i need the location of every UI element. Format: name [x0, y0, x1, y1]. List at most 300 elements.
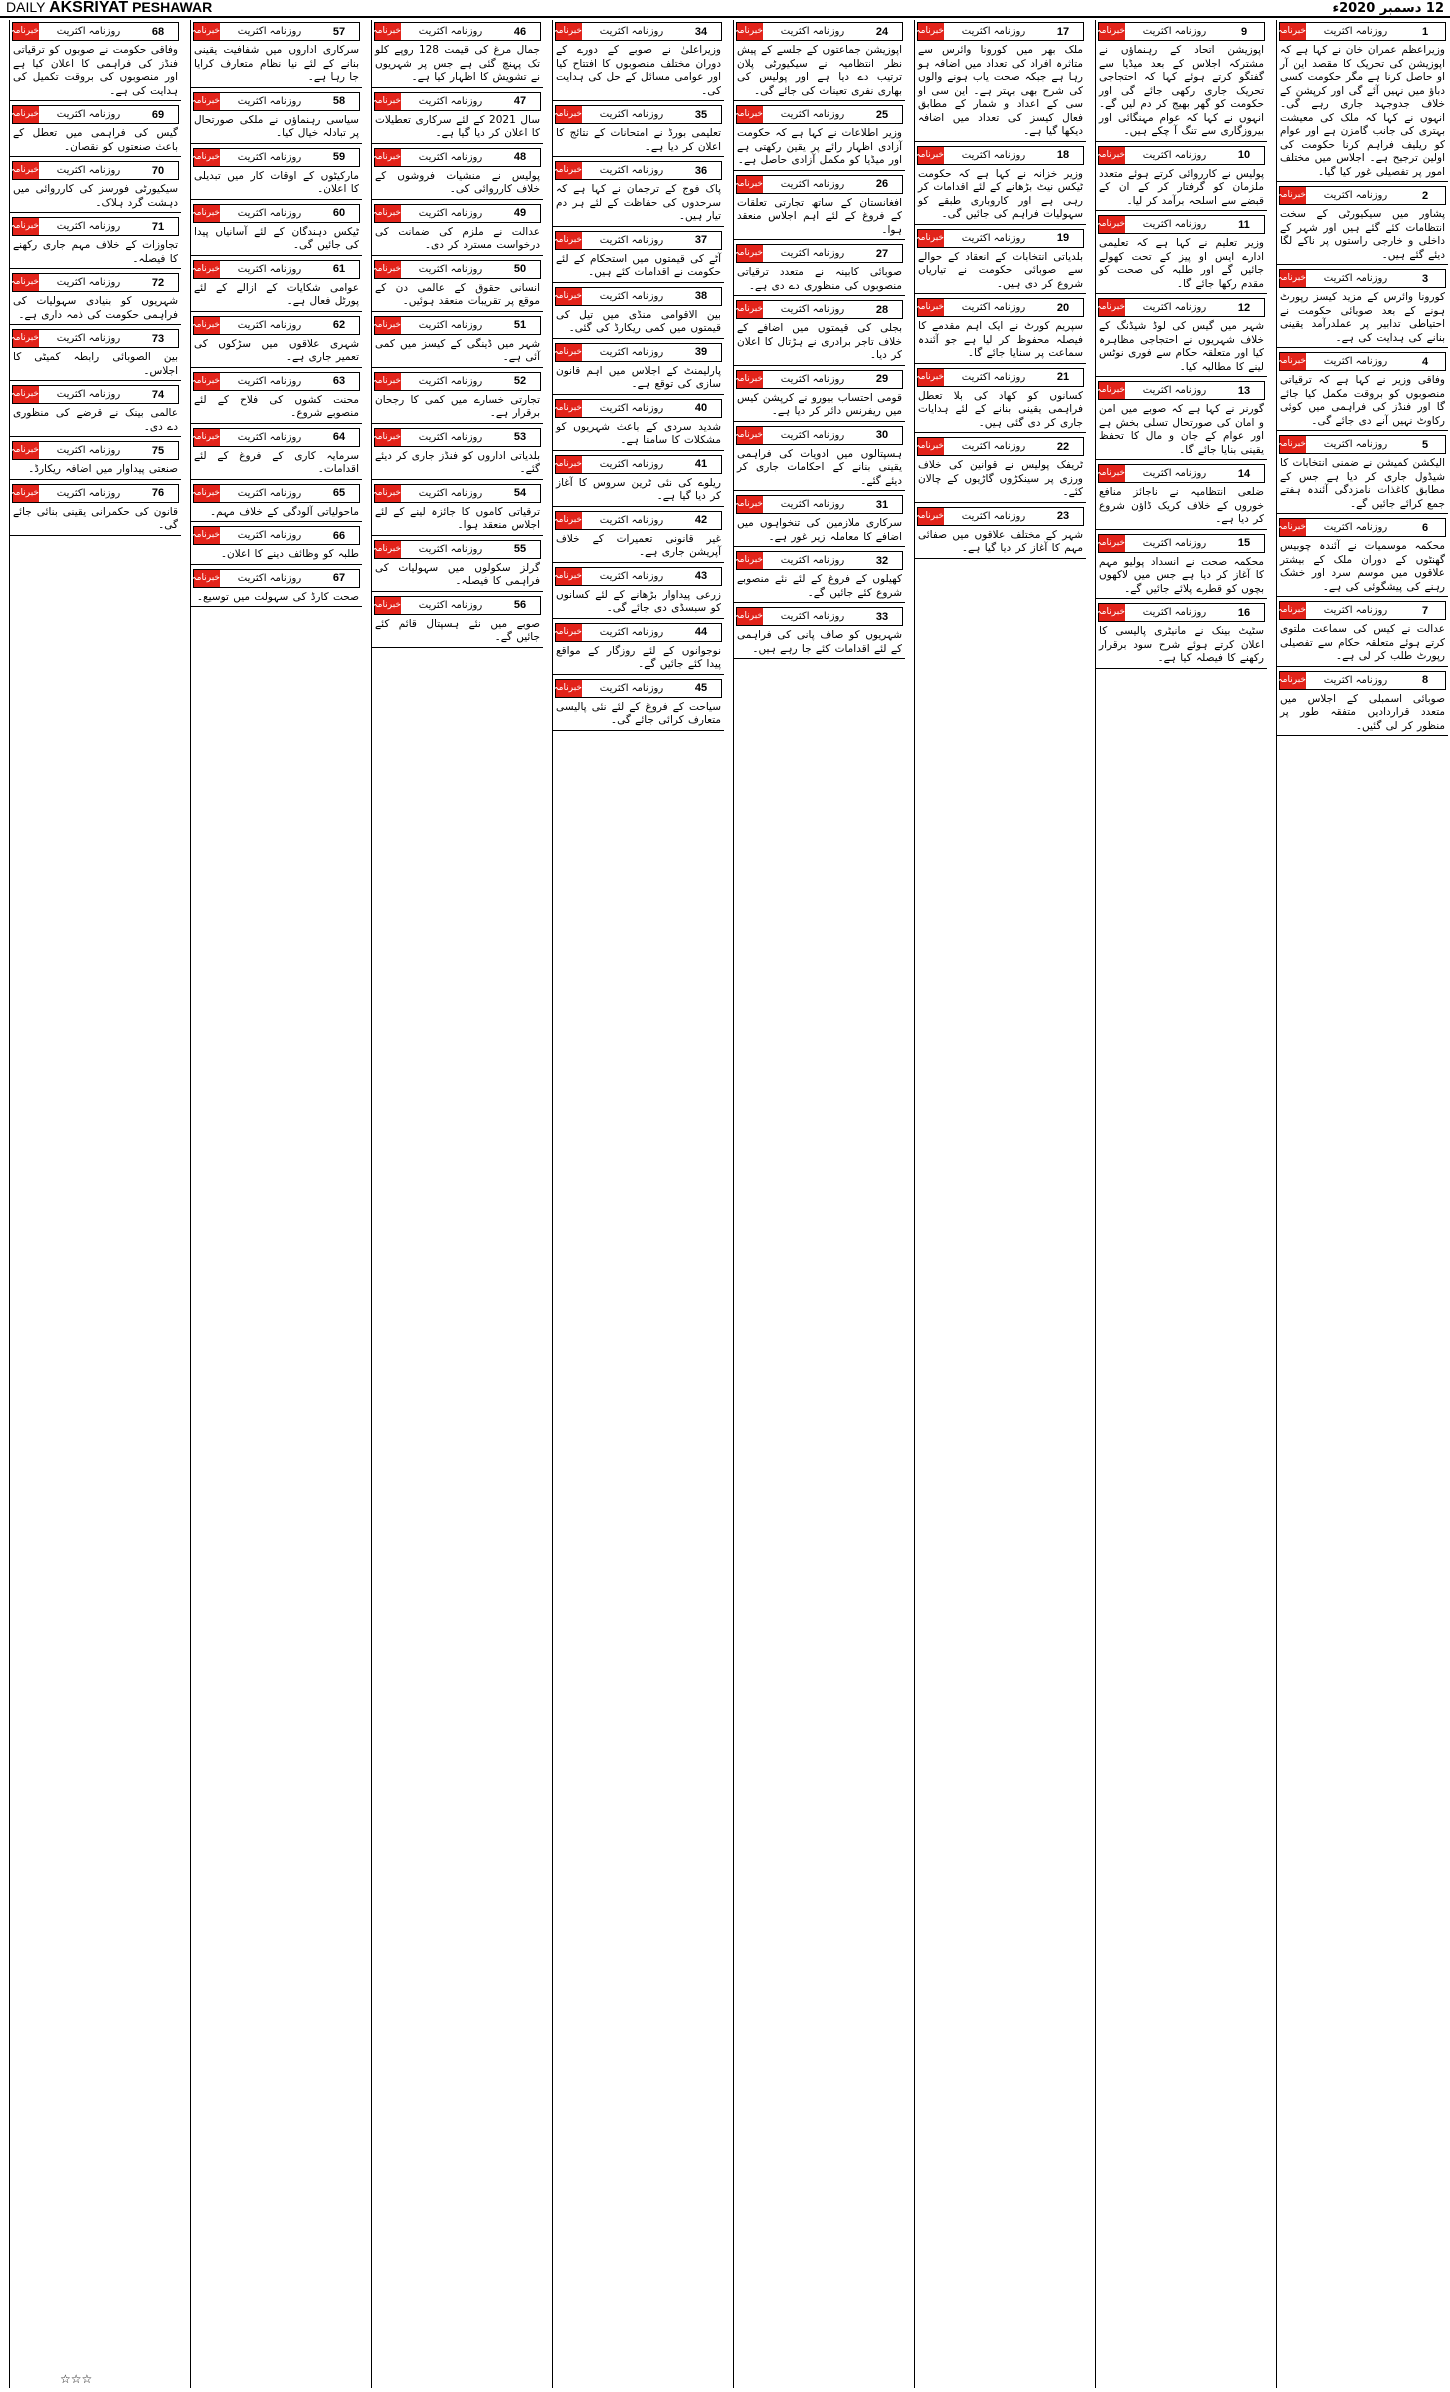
- news-tag: خبرنامہ: [556, 288, 582, 305]
- news-item: [734, 424, 905, 492]
- news-item: [1277, 599, 1448, 667]
- news-item-number: 48: [513, 151, 527, 163]
- news-item-text: انسانی حقوق کے عالمی دن کے موقع پر تقریبات منعقد ہوئیں۔: [375, 281, 540, 307]
- news-tag: خبرنامہ: [556, 456, 582, 473]
- news-column: [1095, 20, 1267, 2388]
- news-tag: خبرنامہ: [556, 568, 582, 585]
- news-column: [914, 20, 1086, 2388]
- news-item-number: 8: [1421, 674, 1429, 686]
- news-item-header: [555, 567, 722, 586]
- news-column: [9, 20, 181, 2388]
- news-tag: خبرنامہ: [737, 552, 763, 569]
- news-item-text: پشاور میں سیکیورٹی کے سخت انتظامات کئے گئے ہیں اور شہر کے داخلی و خارجی راستوں پر ناکے لگا دیئے گئے ہیں۔: [1280, 208, 1445, 261]
- news-tag: خبرنامہ: [918, 508, 944, 525]
- news-item: [553, 20, 724, 101]
- news-source-label: روزنامہ اکثریت: [599, 458, 664, 470]
- news-item-number: 54: [513, 487, 527, 499]
- news-item-header: [193, 316, 360, 335]
- news-tag: خبرنامہ: [194, 527, 220, 544]
- brand-prefix: DAILY: [6, 0, 46, 15]
- news-item-text: صوبائی اسمبلی کے اجلاس میں متعدد قراردادیں متفقہ طور پر منظور کر لی گئیں۔: [1280, 692, 1445, 732]
- news-item-number: 70: [151, 164, 165, 177]
- news-item-text: سرمایہ کاری کے فروغ کے لئے اقدامات۔: [194, 449, 359, 475]
- news-item-header: [917, 22, 1084, 41]
- news-item-text: تجارتی خسارے میں کمی کا رجحان برقرار ہے۔: [375, 393, 540, 419]
- news-item: [553, 341, 724, 395]
- issue-date: 12 دسمبر 2020ء: [1332, 0, 1444, 16]
- news-source-label: روزنامہ اکثریت: [780, 304, 845, 315]
- news-item-header: [1098, 22, 1265, 41]
- news-item-header: [555, 287, 722, 306]
- news-item: [1096, 144, 1267, 212]
- news-item-header: [193, 148, 360, 167]
- news-column: [371, 20, 543, 2388]
- news-item: [372, 482, 543, 536]
- news-source-label: روزنامہ اکثریت: [237, 375, 302, 387]
- news-item-number: 6: [1421, 521, 1429, 534]
- news-tag: خبرنامہ: [737, 301, 763, 318]
- news-item-text: مارکیٹوں کے اوقات کار میں تبدیلی کا اعلان۔: [194, 169, 359, 195]
- news-source-label: روزنامہ اکثریت: [780, 555, 845, 566]
- news-tag: خبرنامہ: [1099, 465, 1125, 482]
- news-tag: خبرنامہ: [556, 106, 582, 123]
- news-item-header: [1279, 352, 1446, 371]
- news-item-header: [555, 161, 722, 180]
- news-item: [10, 103, 181, 157]
- news-source-label: روزنامہ اکثریت: [780, 248, 845, 259]
- news-item-header: [736, 426, 903, 445]
- news-item: [372, 314, 543, 368]
- news-tag: خبرنامہ: [13, 23, 39, 40]
- news-source-label: روزنامہ اکثریت: [418, 431, 483, 443]
- news-item-number: 11: [1238, 218, 1250, 231]
- news-source-label: روزنامہ اکثریت: [961, 149, 1026, 161]
- news-source-label: روزنامہ اکثریت: [599, 290, 664, 302]
- news-tag: خبرنامہ: [375, 485, 401, 502]
- news-item-text: گورنر نے کہا ہے کہ صوبے میں امن و امان کی صورتحال تسلی بخش ہے اور عوام کے جان و مال کا تحفظ یقینی بنایا جائے گا۔: [1099, 403, 1264, 456]
- news-item-header: [374, 148, 541, 167]
- news-item-header: [736, 607, 903, 626]
- news-item: [553, 453, 724, 507]
- news-item: [734, 20, 905, 101]
- news-item: [553, 509, 724, 563]
- news-item-text: زرعی پیداوار بڑھانے کے لئے کسانوں کو سبسڈی دی جائے گی۔: [556, 588, 721, 614]
- news-item-header: [555, 105, 722, 124]
- news-item-number: 26: [875, 178, 889, 190]
- news-item-header: [736, 175, 903, 194]
- news-item-number: 4: [1421, 355, 1429, 368]
- news-item-text: سپریم کورٹ نے ایک اہم مقدمے کا فیصلہ محفوظ کر لیا ہے جو آئندہ سماعت پر سنایا جائے گا۔: [918, 320, 1083, 359]
- news-item-number: 23: [1056, 510, 1070, 522]
- news-tag: خبرنامہ: [375, 93, 401, 110]
- news-item-text: ٹیکس دہندگان کے لئے آسانیاں پیدا کی جائیں گی۔: [194, 225, 359, 251]
- news-item: [191, 202, 362, 256]
- news-item-text: قانون کی حکمرانی یقینی بنائی جائے گی۔: [13, 505, 178, 531]
- news-item: [191, 524, 362, 565]
- news-item-header: [374, 92, 541, 111]
- news-item-header: [374, 204, 541, 223]
- news-tag: خبرنامہ: [1099, 299, 1125, 316]
- news-item-number: 22: [1056, 440, 1070, 453]
- news-tag: خبرنامہ: [737, 496, 763, 513]
- news-item-text: شہریوں کو صاف پانی کی فراہمی کے لئے اقدامات کئے جا رہے ہیں۔: [737, 629, 902, 655]
- news-item-number: 75: [151, 444, 165, 457]
- news-tag: خبرنامہ: [737, 427, 763, 444]
- news-tag: خبرنامہ: [556, 344, 582, 361]
- news-item-number: 29: [875, 373, 889, 385]
- news-item-number: 71: [151, 220, 165, 233]
- news-source-label: روزنامہ اکثریت: [780, 429, 845, 441]
- news-source-label: روزنامہ اکثریت: [599, 682, 664, 694]
- news-item-text: عالمی بینک نے قرضے کی منظوری دے دی۔: [13, 407, 178, 433]
- news-item-text: صوبے میں نئے ہسپتال قائم کئے جائیں گے۔: [375, 617, 540, 643]
- news-tag: خبرنامہ: [556, 232, 582, 249]
- news-item: [191, 426, 362, 480]
- news-item: [372, 202, 543, 256]
- news-item-header: [193, 569, 360, 588]
- news-item: [372, 426, 543, 480]
- news-item: [10, 215, 181, 269]
- news-item-number: 3: [1421, 272, 1429, 285]
- news-item: [1277, 433, 1448, 514]
- news-tag: خبرنامہ: [375, 261, 401, 278]
- news-source-label: روزنامہ اکثریت: [961, 371, 1026, 383]
- news-item-header: [555, 22, 722, 41]
- news-column: [1276, 20, 1448, 2388]
- news-item-header: [1098, 464, 1265, 483]
- news-tag: خبرنامہ: [13, 106, 39, 123]
- news-item-text: الیکشن کمیشن نے ضمنی انتخابات کا شیڈول جاری کر دیا ہے جس کے مطابق کاغذات نامزدگی آئندہ ہفتے جمع کرائے جائیں گے۔: [1280, 457, 1445, 510]
- news-item-header: [193, 204, 360, 223]
- news-source-label: روزنامہ اکثریت: [418, 375, 483, 387]
- news-item: [191, 482, 362, 523]
- news-item-text: پارلیمنٹ کے اجلاس میں اہم قانون سازی کی توقع ہے۔: [556, 364, 721, 390]
- footer-marks: ☆☆☆: [60, 2372, 93, 2386]
- news-item: [553, 397, 724, 451]
- news-item-text: ماحولیاتی آلودگی کے خلاف مہم۔: [209, 505, 359, 518]
- news-tag: خبرنامہ: [1280, 672, 1306, 689]
- news-item: [734, 103, 905, 171]
- news-item-number: 44: [694, 626, 708, 638]
- news-tag: خبرنامہ: [1099, 535, 1125, 552]
- news-tag: خبرنامہ: [375, 205, 401, 222]
- news-item: [1096, 532, 1267, 600]
- news-tag: خبرنامہ: [194, 23, 220, 40]
- news-item-number: 50: [513, 263, 527, 275]
- news-item-number: 72: [151, 276, 165, 289]
- news-item-text: کسانوں کو کھاد کی بلا تعطل فراہمی یقینی بنانے کے لئے ہدایات جاری کر دی گئی ہیں۔: [918, 389, 1083, 429]
- news-item-header: [193, 484, 360, 503]
- news-source-label: روزنامہ اکثریت: [237, 487, 302, 499]
- news-tag: خبرنامہ: [918, 230, 944, 247]
- news-item-text: وفاقی حکومت نے صوبوں کو ترقیاتی فنڈز کی فراہمی کا اعلان کیا ہے اور منصوبوں کی بروقت تکمیل کی ہدایت کی ہے۔: [13, 44, 178, 97]
- news-item-text: تجاوزات کے خلاف مہم جاری رکھنے کا فیصلہ۔: [13, 239, 178, 265]
- news-item: [1277, 350, 1448, 431]
- news-item-number: 56: [513, 599, 527, 611]
- news-tag: خبرنامہ: [556, 23, 582, 40]
- news-tag: خبرنامہ: [1280, 23, 1306, 40]
- news-item-number: 27: [875, 247, 889, 260]
- news-item-text: قومی احتساب بیورو نے کرپشن کیس میں ریفرنس دائر کر دیا ہے۔: [737, 391, 902, 417]
- news-tag: خبرنامہ: [1099, 216, 1125, 233]
- news-item: [191, 20, 362, 88]
- news-item-text: شہری علاقوں میں سڑکوں کی تعمیر جاری ہے۔: [194, 337, 359, 363]
- news-item: [191, 370, 362, 424]
- news-item: [553, 285, 724, 339]
- news-item-number: 59: [332, 151, 346, 163]
- news-item-number: 49: [513, 207, 527, 219]
- news-item-header: [555, 455, 722, 474]
- news-source-label: روزنامہ اکثریت: [418, 151, 483, 163]
- news-source-label: روزنامہ اکثریت: [237, 319, 302, 331]
- news-item-number: 62: [332, 319, 346, 331]
- news-item-text: وزیر تعلیم نے کہا ہے کہ تعلیمی ادارے ایس او پیز کے تحت کھولے جائیں گے اور طلبہ کی صحت کو مقدم رکھا جائے گا۔: [1099, 237, 1264, 290]
- news-source-label: روزنامہ اکثریت: [237, 263, 302, 275]
- news-source-label: روزنامہ اکثریت: [56, 487, 121, 499]
- news-tag: خبرنامہ: [737, 371, 763, 388]
- news-item: [553, 565, 724, 619]
- news-item-header: [374, 372, 541, 391]
- news-item-header: [917, 507, 1084, 526]
- news-tag: خبرنامہ: [556, 400, 582, 417]
- news-item: [10, 20, 181, 101]
- news-item-header: [374, 540, 541, 559]
- news-source-label: روزنامہ اکثریت: [599, 26, 664, 37]
- news-source-label: روزنامہ اکثریت: [1142, 385, 1207, 396]
- news-item-number: 5: [1421, 438, 1429, 451]
- news-item-header: [1098, 146, 1265, 165]
- news-item-number: 68: [151, 25, 165, 38]
- news-item-header: [917, 229, 1084, 248]
- news-item-number: 69: [151, 108, 165, 121]
- news-item-text: سرکاری ملازمین کی تنخواہوں میں اضافے کا معاملہ زیر غور ہے۔: [737, 517, 902, 543]
- news-item-text: بجلی کی قیمتوں میں اضافے کے خلاف تاجر برادری نے ہڑتال کا اعلان کر دیا۔: [737, 322, 902, 361]
- news-item-text: صنعتی پیداوار میں اضافہ ریکارڈ۔: [28, 463, 178, 475]
- news-item: [1096, 296, 1267, 377]
- news-item-header: [1279, 269, 1446, 288]
- news-item-text: سیاحت کے فروغ کے لئے نئی پالیسی متعارف کرائی جائے گی۔: [556, 700, 721, 726]
- news-item-header: [12, 385, 179, 404]
- news-tag: خبرنامہ: [194, 317, 220, 334]
- news-item-number: 21: [1056, 371, 1070, 383]
- news-tag: خبرنامہ: [194, 570, 220, 587]
- news-item-text: گیس کی فراہمی میں تعطل کے باعث صنعتوں کو نقصان۔: [13, 127, 178, 153]
- news-item-text: ملک بھر میں کورونا وائرس سے متاثرہ افراد کی تعداد میں اضافہ ہو رہا ہے جبکہ صحت یاب ہونے والوں کی شرح بھی بہتر ہے۔ این سی او سی کے اعداد و شمار کے مطابق فعال کیسز کی تعداد میں اضافہ دیکھا گیا ہے۔: [918, 44, 1083, 137]
- news-item-number: 10: [1237, 149, 1251, 161]
- news-item-text: شہر میں ڈینگی کے کیسز میں کمی آئی ہے۔: [375, 337, 540, 363]
- news-source-label: روزنامہ اکثریت: [1142, 468, 1207, 479]
- news-source-label: روزنامہ اکثریت: [56, 165, 121, 176]
- news-source-label: روزنامہ اکثریت: [599, 514, 664, 526]
- news-item-number: 46: [513, 25, 527, 38]
- news-tag: خبرنامہ: [737, 176, 763, 193]
- news-tag: خبرنامہ: [556, 680, 582, 697]
- news-item-number: 1: [1421, 25, 1429, 38]
- news-item-text: شدید سردی کے باعث شہریوں کو مشکلات کا سامنا ہے۔: [556, 420, 721, 446]
- news-tag: خبرنامہ: [556, 162, 582, 179]
- news-source-label: روزنامہ اکثریت: [418, 26, 483, 37]
- news-tag: خبرنامہ: [1099, 604, 1125, 621]
- news-item-text: شہریوں کو بنیادی سہولیات کی فراہمی حکومت کی ذمہ داری ہے۔: [13, 295, 178, 321]
- news-item-text: صوبائی کابینہ نے متعدد ترقیاتی منصوبوں کی منظوری دے دی ہے۔: [737, 266, 902, 292]
- news-item: [10, 271, 181, 325]
- news-item-text: محکمہ صحت نے انسداد پولیو مہم کا آغاز کر دیا ہے جس میں لاکھوں بچوں کو قطرے پلائے جائیں گے۔: [1099, 555, 1264, 595]
- news-item: [191, 314, 362, 368]
- news-item-number: 13: [1237, 384, 1251, 397]
- news-source-label: روزنامہ اکثریت: [780, 26, 845, 37]
- news-item-header: [1098, 534, 1265, 553]
- news-item-number: 19: [1056, 232, 1070, 244]
- news-item-number: 18: [1056, 149, 1070, 161]
- news-item-header: [1279, 601, 1446, 620]
- news-item-text: نوجوانوں کے لئے روزگار کے مواقع پیدا کئے جائیں گے۔: [556, 644, 721, 670]
- news-source-label: روزنامہ اکثریت: [599, 234, 664, 246]
- news-source-label: روزنامہ اکثریت: [599, 402, 664, 414]
- news-source-label: روزنامہ اکثریت: [418, 319, 483, 331]
- news-source-label: روزنامہ اکثریت: [56, 26, 121, 37]
- news-item: [372, 90, 543, 144]
- news-item: [1277, 669, 1448, 737]
- news-source-label: روزنامہ اکثریت: [418, 543, 483, 555]
- news-source-label: روزنامہ اکثریت: [599, 346, 664, 358]
- news-tag: خبرنامہ: [13, 274, 39, 291]
- news-source-label: روزنامہ اکثریت: [1142, 607, 1207, 618]
- news-item: [1096, 601, 1267, 669]
- news-item-header: [555, 511, 722, 530]
- news-source-label: روزنامہ اکثریت: [237, 26, 302, 37]
- news-item-header: [555, 231, 722, 250]
- news-item-number: 41: [694, 458, 708, 470]
- news-item-header: [736, 551, 903, 570]
- news-item-number: 12: [1237, 301, 1251, 314]
- news-item-text: ہسپتالوں میں ادویات کی فراہمی یقینی بنانے کے احکامات جاری کر دیئے گئے۔: [737, 447, 902, 487]
- news-item-header: [193, 372, 360, 391]
- news-item: [1277, 184, 1448, 265]
- news-item: [553, 229, 724, 283]
- news-item-header: [374, 596, 541, 615]
- news-item-header: [193, 526, 360, 545]
- news-item: [553, 159, 724, 227]
- news-item-text: سرکاری اداروں میں شفافیت یقینی بنانے کے لئے نیا نظام متعارف کرایا جا رہا ہے۔: [194, 44, 359, 83]
- news-source-label: روزنامہ اکثریت: [1142, 537, 1207, 549]
- news-item-number: 52: [513, 375, 527, 387]
- news-item-number: 76: [151, 487, 165, 499]
- news-item-text: اپوزیشن اتحاد کے رہنماؤں نے مشترکہ اجلاس کے بعد میڈیا سے گفتگو کرتے ہوئے کہا کہ احتجاجی تحریک جاری رکھی جائے گی اور حکومت کو گھر بھیج کر دم لیں گے۔ انہوں نے کہا کہ عوام مہنگائی اور بیروزگاری سے تنگ آ چکے ہیں۔: [1099, 44, 1264, 137]
- news-source-label: روزنامہ اکثریت: [56, 277, 121, 288]
- news-item-text: ٹریفک پولیس نے قوانین کی خلاف ورزی پر سینکڑوں گاڑیوں کے چالان کئے۔: [918, 459, 1083, 498]
- news-tag: خبرنامہ: [375, 541, 401, 558]
- news-tag: خبرنامہ: [556, 512, 582, 529]
- masthead: [0, 0, 1450, 18]
- news-item-text: غیر قانونی تعمیرات کے خلاف آپریشن جاری ہے۔: [556, 532, 721, 558]
- news-tag: خبرنامہ: [375, 597, 401, 614]
- news-item-number: 39: [694, 346, 708, 358]
- news-source-label: روزنامہ اکثریت: [56, 221, 121, 232]
- news-item: [553, 677, 724, 731]
- news-item-number: 37: [694, 234, 708, 246]
- news-item: [915, 505, 1086, 559]
- news-item-text: شہر میں گیس کی لوڈ شیڈنگ کے خلاف شہریوں نے احتجاجی مظاہرہ کیا اور متعلقہ حکام سے فوری نوٹس لینے کا مطالبہ کیا۔: [1099, 320, 1264, 373]
- news-tag: خبرنامہ: [1280, 353, 1306, 370]
- news-item-header: [917, 146, 1084, 165]
- news-item-header: [917, 368, 1084, 387]
- news-item: [1277, 20, 1448, 182]
- news-item-header: [12, 105, 179, 124]
- news-item-number: 28: [875, 303, 889, 316]
- news-item: [372, 258, 543, 312]
- news-item-header: [12, 273, 179, 292]
- news-item: [915, 20, 1086, 142]
- news-item-number: 43: [694, 570, 708, 582]
- news-source-label: روزنامہ اکثریت: [961, 26, 1026, 37]
- newspaper-brand: [6, 0, 212, 17]
- news-item-text: آٹے کی قیمتوں میں استحکام کے لئے حکومت نے اقدامات کئے ہیں۔: [556, 252, 721, 278]
- news-source-label: روزنامہ اکثریت: [1323, 356, 1388, 367]
- brand-name: AKSRIYAT: [49, 0, 129, 16]
- news-column: [733, 20, 905, 2388]
- news-item-header: [555, 399, 722, 418]
- news-item: [553, 621, 724, 675]
- news-tag: خبرنامہ: [13, 330, 39, 347]
- news-item-text: عدالت نے ملزم کی ضمانت کی درخواست مسترد کر دی۔: [375, 225, 540, 251]
- news-item-text: صحت کارڈ کی سہولت میں توسیع۔: [196, 590, 359, 603]
- news-item-header: [12, 161, 179, 180]
- news-source-label: روزنامہ اکثریت: [56, 333, 121, 344]
- news-item-header: [1279, 186, 1446, 205]
- news-item: [191, 258, 362, 312]
- news-tag: خبرنامہ: [1280, 602, 1306, 619]
- news-item-header: [1098, 381, 1265, 400]
- news-item-number: 47: [513, 95, 527, 107]
- news-item-header: [374, 22, 541, 41]
- news-source-label: روزنامہ اکثریت: [1323, 190, 1388, 201]
- news-item-number: 73: [151, 332, 165, 345]
- news-item-header: [1279, 22, 1446, 41]
- news-source-label: روزنامہ اکثریت: [56, 109, 121, 120]
- news-item-text: کھیلوں کے فروغ کے لئے نئے منصوبے شروع کئے جائیں گے۔: [737, 573, 902, 599]
- news-source-label: روزنامہ اکثریت: [418, 95, 483, 107]
- news-source-label: روزنامہ اکثریت: [237, 530, 302, 541]
- news-item-header: [1098, 215, 1265, 234]
- news-item-header: [736, 370, 903, 389]
- news-item-text: بلدیاتی اداروں کو فنڈز جاری کر دیئے گئے۔: [375, 449, 540, 475]
- news-item: [372, 20, 543, 88]
- news-item-header: [736, 495, 903, 514]
- news-item-header: [736, 105, 903, 124]
- news-item-text: ریلوے کی نئی ٹرین سروس کا آغاز کر دیا گیا ہے۔: [556, 476, 721, 502]
- news-source-label: روزنامہ اکثریت: [1142, 302, 1207, 313]
- news-item-header: [555, 679, 722, 698]
- news-item-number: 31: [875, 498, 889, 511]
- news-item-text: وزیر اطلاعات نے کہا ہے کہ حکومت آزادی اظہار رائے پر یقین رکھتی ہے اور میڈیا کو مکمل آزادی حاصل ہے۔: [737, 127, 902, 166]
- news-item-text: کورونا وائرس کے مزید کیسز رپورٹ ہونے کے بعد صوبائی حکومت نے احتیاطی تدابیر پر عملدرآمد یقینی بنانے کی ہدایت کی ہے۔: [1280, 291, 1445, 344]
- news-item-number: 33: [875, 610, 889, 623]
- news-item-header: [555, 623, 722, 642]
- news-item-number: 60: [332, 207, 346, 219]
- news-item: [1096, 462, 1267, 530]
- news-item-number: 36: [694, 164, 708, 177]
- news-item-text: جمال مرغ کی قیمت 128 روپے کلو تک پہنچ گئی ہے جس پر شہریوں نے تشویش کا اظہار کیا ہے۔: [375, 44, 540, 83]
- news-source-label: روزنامہ اکثریت: [1323, 522, 1388, 533]
- news-item: [734, 368, 905, 422]
- news-source-label: روزنامہ اکثریت: [780, 611, 845, 622]
- news-item: [734, 173, 905, 241]
- news-item-number: 17: [1056, 25, 1070, 38]
- news-item: [734, 549, 905, 603]
- news-source-label: روزنامہ اکثریت: [1142, 149, 1207, 161]
- news-source-label: روزنامہ اکثریت: [599, 626, 664, 638]
- news-item-header: [1279, 671, 1446, 690]
